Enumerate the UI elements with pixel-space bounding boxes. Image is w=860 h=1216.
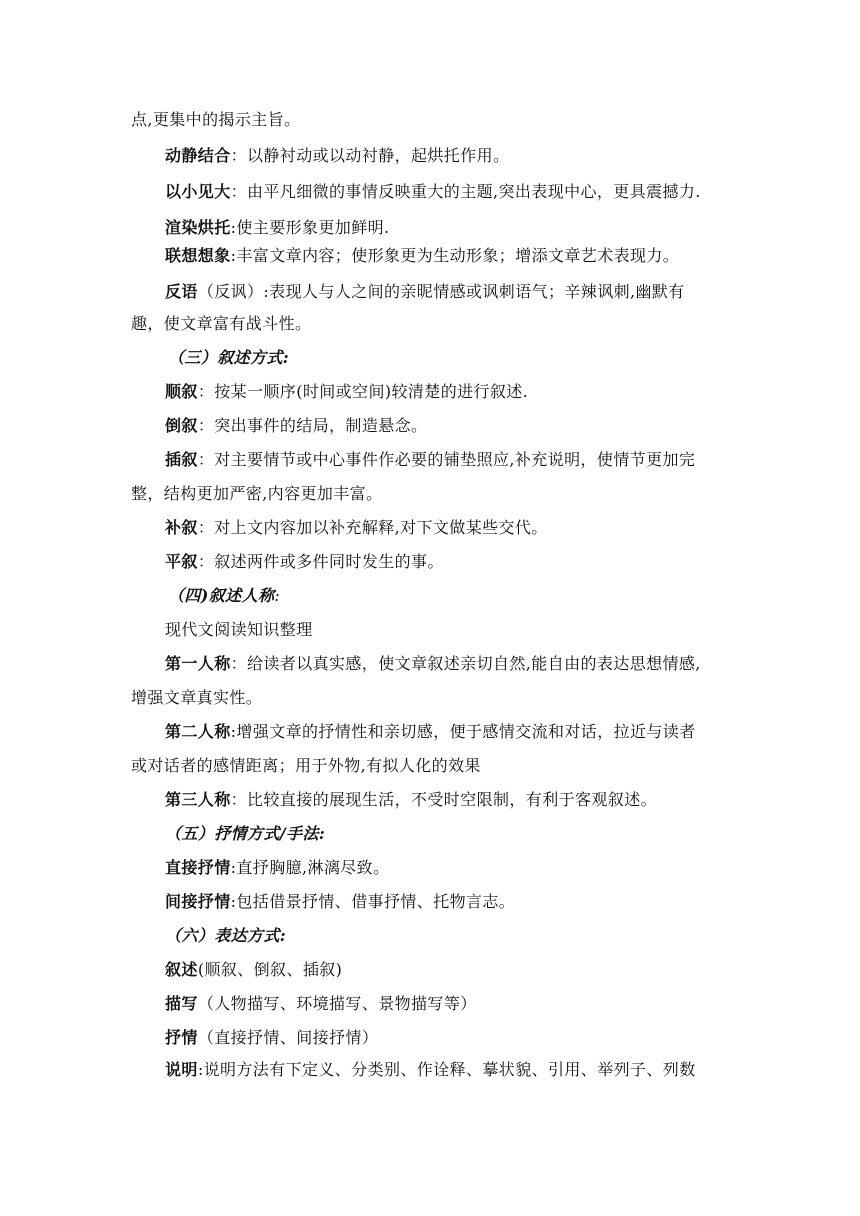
definition-text: ：比较直接的展现生活，不受时空限制，有利于客观叙述。 — [230, 790, 658, 809]
definition-text: （直接抒情、间接抒情） — [197, 1028, 379, 1047]
definition-text: ：由平凡细微的事情反映重大的主题,突出表现中心，更具震撼力. — [230, 182, 701, 201]
text-line — [131, 484, 731, 504]
section-heading-3: （三）叙述方式: — [168, 348, 290, 367]
definition-xuan-ran — [165, 218, 733, 238]
definition-lyric — [165, 1028, 733, 1048]
definition-text: :丰富文章内容；使形象更为生动形象；增添文章艺术表现力。 — [230, 246, 680, 265]
term-label: 反语 — [165, 282, 198, 301]
term-label: 叙述 — [165, 960, 198, 979]
heading-text: （四)叙述人称 — [168, 586, 275, 605]
term-label: 渲染烘托 — [165, 218, 231, 237]
heading-colon: : — [274, 586, 281, 605]
term-label: 直接抒情 — [165, 858, 231, 877]
definition-direct-lyric — [165, 858, 733, 878]
definition-second-person — [165, 722, 733, 742]
term-label: 补叙 — [165, 518, 198, 537]
line-text: 现代文阅读知识整理 — [165, 620, 313, 639]
definition-lian-xiang — [165, 246, 733, 266]
definition-first-person — [165, 654, 733, 674]
definition-text: ：给读者以真实感，使文章叙述亲切自然,能自由的表达思想情感, — [230, 654, 701, 673]
definition-text: （人物描写、环境描写、景物描写等） — [197, 994, 477, 1013]
term-label: 联想想象 — [165, 246, 231, 265]
line-text: 增强文章真实性。 — [131, 688, 263, 707]
definition-text: :使主要形象更加鲜明. — [230, 218, 390, 237]
term-label: 顺叙 — [165, 382, 198, 401]
term-label: 间接抒情 — [165, 892, 231, 911]
definition-explanation — [165, 1060, 733, 1080]
term-label: 插叙 — [165, 450, 198, 469]
section-heading-6: （六）表达方式: — [165, 926, 287, 945]
definition-text: ：按某一顺序(时间或空间)较清楚的进行叙述. — [197, 382, 529, 401]
definition-text: :增强文章的抒情性和亲切感，便于感情交流和对话，拉近与读者 — [230, 722, 696, 741]
term-label: 抒情 — [165, 1028, 198, 1047]
section-heading-4 — [168, 586, 768, 606]
section-heading-5: （五）抒情方式/手法: — [165, 824, 326, 843]
line-text: 趣，使文章富有战斗性。 — [131, 314, 312, 333]
definition-text: ：以静衬动或以动衬静，起烘托作用。 — [230, 146, 510, 165]
definition-text: ：对上文内容加以补充解释,对下文做某些交代。 — [197, 518, 548, 537]
term-label: 平叙 — [165, 552, 198, 571]
definition-description — [165, 994, 733, 1014]
definition-text: (顺叙、倒叙、插叙) — [197, 960, 343, 979]
definition-text: ：叙述两件或多件同时发生的事。 — [197, 552, 444, 571]
definition-ping-xu — [165, 552, 733, 572]
text-line — [131, 314, 731, 334]
definition-dao-xu — [165, 416, 733, 436]
definition-fan-yu — [165, 282, 733, 302]
term-label: 第二人称 — [165, 722, 231, 741]
definition-bu-xu — [165, 518, 733, 538]
definition-dong-jing — [165, 146, 733, 166]
definition-indirect-lyric — [165, 892, 733, 912]
definition-narration — [165, 960, 733, 980]
term-label: 第三人称 — [165, 790, 231, 809]
term-label: 第一人称 — [165, 654, 231, 673]
definition-text: ：突出事件的结局，制造悬念。 — [197, 416, 428, 435]
line-text: 整，结构更加严密,内容更加丰富。 — [131, 484, 383, 503]
definition-text: （反讽）:表现人与人之间的亲昵情感或讽刺语气；辛辣讽刺,幽默有 — [197, 282, 685, 301]
term-label: 动静结合 — [165, 146, 231, 165]
text-line — [131, 110, 731, 130]
definition-text: :包括借景抒情、借事抒情、托物言志。 — [230, 892, 516, 911]
term-label: 描写 — [165, 994, 198, 1013]
definition-third-person — [165, 790, 733, 810]
definition-text: ：对主要情节或中心事件作必要的铺垫照应,补充说明，使情节更加完 — [197, 450, 696, 469]
definition-cha-xu — [165, 450, 733, 470]
definition-text: :直抒胸臆,淋漓尽致。 — [230, 858, 390, 877]
definition-shun-xu — [165, 382, 733, 402]
term-label: 说明 — [165, 1060, 198, 1079]
line-text: 或对话者的感情距离；用于外物,有拟人化的效果 — [131, 756, 481, 775]
term-label: 倒叙 — [165, 416, 198, 435]
definition-text: :说明方法有下定义、分类别、作诠释、摹状貌、引用、举列子、列数 — [197, 1060, 696, 1079]
text-line — [165, 620, 733, 640]
line-text: 点,更集中的揭示主旨。 — [131, 110, 301, 129]
definition-yi-xiao — [165, 182, 733, 202]
text-line — [131, 756, 731, 776]
term-label: 以小见大 — [165, 182, 231, 201]
text-line — [131, 688, 731, 708]
